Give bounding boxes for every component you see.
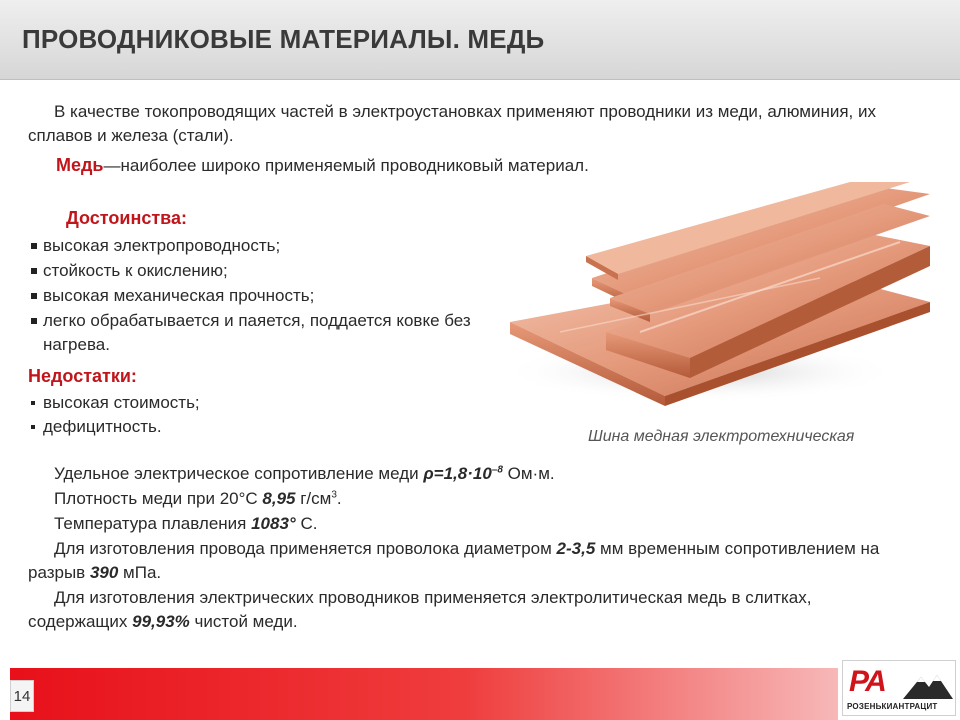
density-value: 8,95 bbox=[262, 489, 296, 508]
list-item: высокая механическая прочность; bbox=[28, 284, 508, 308]
copper-definition-text: —наиболее широко применяемый проводниковый материал. bbox=[103, 156, 589, 175]
disadvantages-list bbox=[28, 391, 508, 439]
list-item: легко обрабатывается и паяется, поддается ковке без нагрева. bbox=[28, 309, 508, 357]
property-text: Плотность меди при 20°С bbox=[54, 489, 263, 508]
header-bar bbox=[0, 0, 960, 80]
copper-properties bbox=[28, 462, 888, 635]
wire-diameter-value: 2-3,5 bbox=[556, 539, 596, 558]
intro-paragraph: В качестве токопроводящих частей в электроустановках применяют проводники из меди, алюминия, их сплавов и железа (стали). bbox=[28, 102, 877, 145]
property-text: мм временным сопротивлением на разрыв bbox=[28, 539, 880, 582]
footer-bar bbox=[10, 668, 838, 720]
purity-value: 99,93% bbox=[132, 612, 190, 631]
list-item: дефицитность. bbox=[28, 415, 508, 439]
copper-term: Медь bbox=[56, 155, 104, 175]
advantages-heading: Достоинства: bbox=[66, 208, 187, 228]
property-text: Для изготовления электрических проводников применяется электролитическая медь в слитках, содержащих bbox=[28, 588, 812, 631]
disadvantages-heading: Недостатки: bbox=[28, 366, 137, 386]
property-end: чистой меди. bbox=[189, 612, 298, 631]
melting-value: 1083° bbox=[251, 514, 296, 533]
property-unit: г/см bbox=[295, 489, 332, 508]
logo-mark: РА bbox=[849, 665, 885, 698]
copper-busbars-image bbox=[500, 182, 932, 408]
list-item: высокая электропроводность; bbox=[28, 234, 508, 258]
property-text: Для изготовления провода применяется проволока диаметром bbox=[54, 539, 557, 558]
wire-strength-value: 390 bbox=[89, 563, 119, 582]
list-item: высокая стоимость; bbox=[28, 391, 508, 415]
property-electrolytic bbox=[28, 586, 888, 634]
copper-definition bbox=[56, 153, 589, 178]
list-item: стойкость к окислению; bbox=[28, 259, 508, 283]
property-melting bbox=[28, 512, 888, 536]
property-text: Температура плавления bbox=[54, 514, 252, 533]
logo-text: РОЗЕНЬКИАНТРАЦИТ bbox=[847, 702, 938, 711]
property-unit: С. bbox=[295, 514, 318, 533]
property-wire bbox=[28, 537, 888, 585]
property-unit: мПа. bbox=[118, 563, 162, 582]
density-exponent: 3 bbox=[331, 489, 337, 501]
page-title: ПРОВОДНИКОВЫЕ МАТЕРИАЛЫ. МЕДЬ bbox=[22, 24, 545, 54]
resistivity-value bbox=[423, 464, 503, 483]
company-logo bbox=[842, 660, 956, 716]
property-text: Удельное электрическое сопротивление меди bbox=[54, 464, 424, 483]
property-density bbox=[28, 487, 888, 511]
property-end: . bbox=[336, 489, 342, 508]
page-number: 14 bbox=[10, 680, 34, 712]
property-resistivity bbox=[28, 462, 888, 486]
resistivity-exponent: –8 bbox=[491, 464, 503, 476]
advantages-list bbox=[28, 234, 508, 358]
property-unit: Ом·м. bbox=[502, 464, 555, 483]
mountain-icon bbox=[903, 671, 953, 699]
resistivity-number: ρ=1,8·10 bbox=[423, 464, 492, 483]
image-caption: Шина медная электротехническая bbox=[588, 428, 855, 445]
